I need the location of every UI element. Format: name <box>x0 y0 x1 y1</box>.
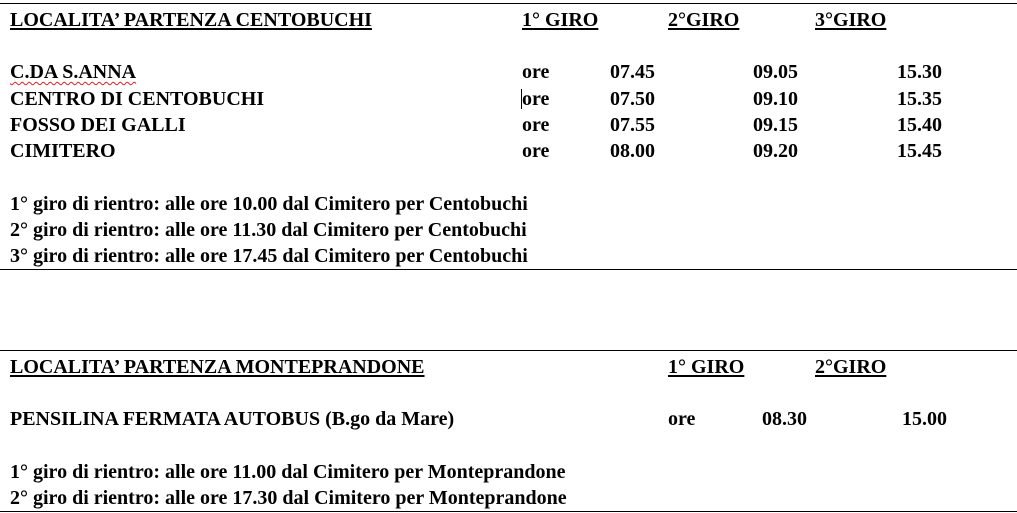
row-place: C.DA S.ANNA <box>10 61 137 83</box>
bottom-rule <box>0 511 1017 512</box>
return-note: 1° giro di rientro: alle ore 11.00 dal Cimitero per Monteprandone <box>10 461 566 483</box>
section2-top-rule <box>0 350 1017 351</box>
row-time-3: 15.40 <box>897 114 942 136</box>
row-time-2: 09.10 <box>753 88 798 110</box>
row-time-2: 09.15 <box>753 114 798 136</box>
row-time-3: 15.45 <box>897 140 942 162</box>
section2-title: LOCALITA’ PARTENZA MONTEPRANDONE <box>10 356 425 378</box>
section1-col2-header: 2°GIRO <box>668 9 740 31</box>
row-time-1: 07.50 <box>610 88 655 110</box>
section1-col3-header: 3°GIRO <box>815 9 887 31</box>
return-note: 2° giro di rientro: alle ore 17.30 dal Cimitero per Monteprandone <box>10 487 567 509</box>
row-time-2: 09.05 <box>753 61 798 83</box>
return-note: 3° giro di rientro: alle ore 17.45 dal Cimitero per Centobuchi <box>10 245 528 267</box>
row-time-2: 15.00 <box>902 408 947 430</box>
row-ore: ore <box>522 140 550 162</box>
row-time-1: 08.30 <box>762 408 807 430</box>
return-note: 1° giro di rientro: alle ore 10.00 dal Cimitero per Centobuchi <box>10 193 528 215</box>
row-ore: ore <box>668 408 696 430</box>
row-time-1: 07.55 <box>610 114 655 136</box>
top-rule <box>0 3 1017 4</box>
section2-col2-header: 2°GIRO <box>815 356 887 378</box>
return-note: 2° giro di rientro: alle ore 11.30 dal Cimitero per Centobuchi <box>10 219 527 241</box>
row-place: FOSSO DEI GALLI <box>10 114 186 136</box>
row-place: PENSILINA FERMATA AUTOBUS (B.go da Mare) <box>10 408 455 430</box>
row-ore: ore <box>522 114 550 136</box>
row-time-1: 08.00 <box>610 140 655 162</box>
row-time-3: 15.35 <box>897 88 942 110</box>
row-ore: ore <box>522 88 550 110</box>
section1-bottom-rule <box>0 269 1017 270</box>
row-time-1: 07.45 <box>610 61 655 83</box>
row-place: CENTRO DI CENTOBUCHI <box>10 88 265 110</box>
row-place: CIMITERO <box>10 140 116 162</box>
section2-col1-header: 1° GIRO <box>668 356 745 378</box>
row-ore: ore <box>522 61 550 83</box>
section1-title: LOCALITA’ PARTENZA CENTOBUCHI <box>10 9 372 31</box>
row-time-2: 09.20 <box>753 140 798 162</box>
section1-col1-header: 1° GIRO <box>522 9 599 31</box>
row-time-3: 15.30 <box>897 61 942 83</box>
